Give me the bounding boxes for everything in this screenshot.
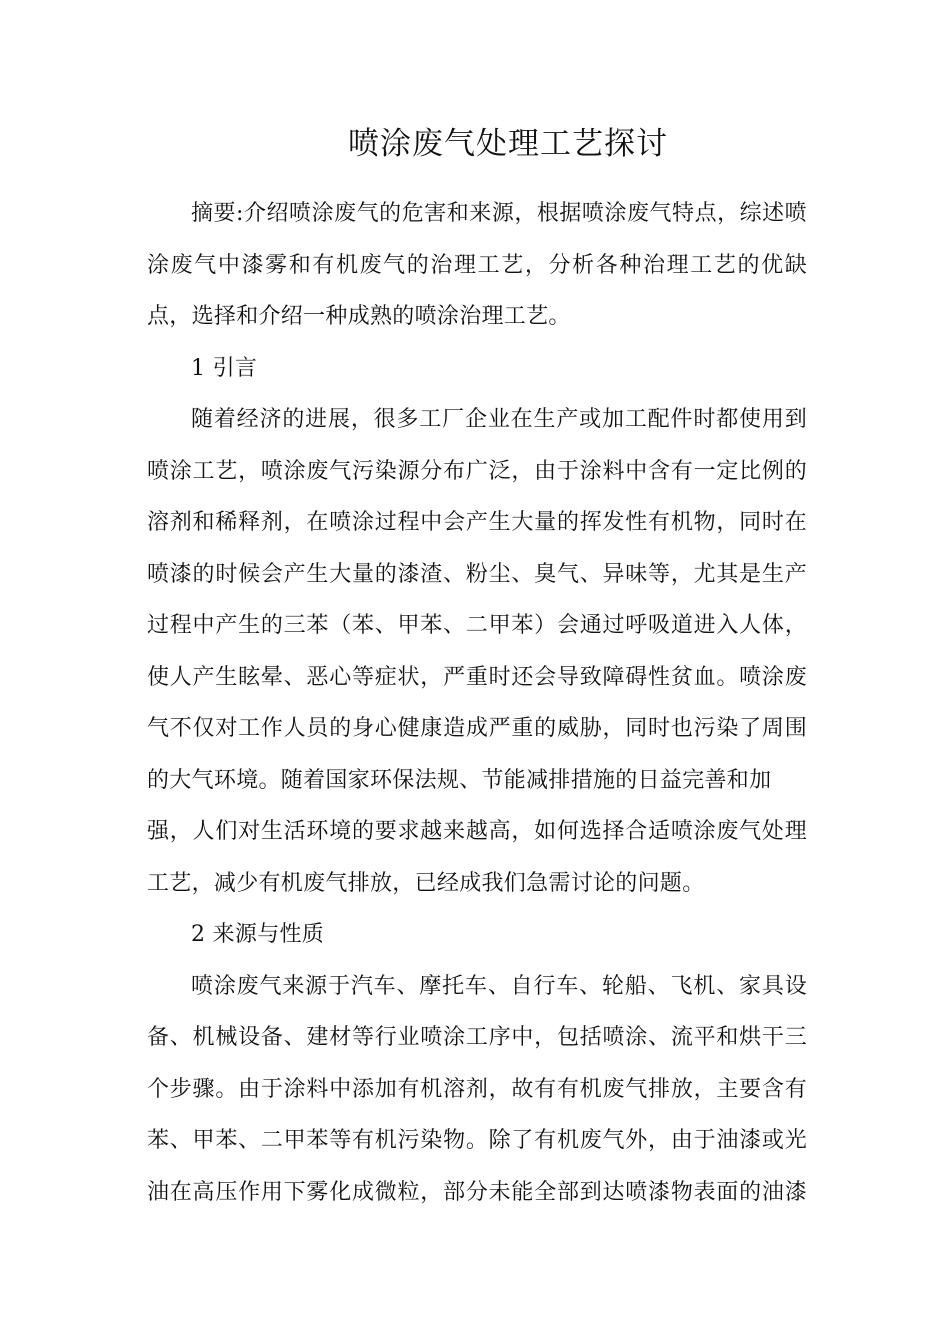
section-heading-2: 2 来源与性质 xyxy=(191,922,325,947)
paragraph-1-line-3: 溶剂和稀释剂，在喷涂过程中会产生大量的挥发性有机物，同时在 xyxy=(147,510,807,535)
paragraph-2-line-4: 苯、甲苯、二甲苯等有机污染物。除了有机废气外，由于油漆或光 xyxy=(147,1128,807,1153)
paragraph-1-line-2: 喷涂工艺，喷涂废气污染源分布广泛，由于涂料中含有一定比例的 xyxy=(147,459,807,484)
abstract-line-1: 摘要:介绍喷涂废气的危害和来源，根据喷涂废气特点，综述喷 xyxy=(191,201,807,226)
document-title: 喷涂废气处理工艺探讨 xyxy=(348,126,668,162)
abstract-line-2: 涂废气中漆雾和有机废气的治理工艺，分析各种治理工艺的优缺 xyxy=(147,253,807,278)
paragraph-1-line-8: 的大气环境。随着国家环保法规、节能减排措施的日益完善和加 xyxy=(147,768,772,793)
abstract-line-3: 点，选择和介绍一种成熟的喷涂治理工艺。 xyxy=(147,304,571,329)
paragraph-1-line-6: 使人产生眩晕、恶心等症状，严重时还会导致障碍性贫血。喷涂废 xyxy=(147,665,807,690)
paragraph-1-line-9: 强，人们对生活环境的要求越来越高，如何选择合适喷涂废气处理 xyxy=(147,819,807,844)
paragraph-1-line-5: 过程中产生的三苯（苯、甲苯、二甲苯）会通过呼吸道进入人体， xyxy=(147,613,807,638)
paragraph-1-line-1: 随着经济的进展，很多工厂企业在生产或加工配件时都使用到 xyxy=(191,407,807,432)
paragraph-2-line-2: 备、机械设备、建材等行业喷涂工序中，包括喷涂、流平和烘干三 xyxy=(147,1025,807,1050)
section-heading-1: 1 引言 xyxy=(191,356,258,381)
paragraph-2-line-1: 喷涂废气来源于汽车、摩托车、自行车、轮船、飞机、家具设 xyxy=(191,974,807,999)
paragraph-1-line-7: 气不仅对工作人员的身心健康造成严重的威胁，同时也污染了周围 xyxy=(147,716,807,741)
paragraph-1-line-10: 工艺，减少有机废气排放，已经成我们急需讨论的问题。 xyxy=(147,871,705,896)
paragraph-1-line-4: 喷漆的时候会产生大量的漆渣、粉尘、臭气、异味等，尤其是生产 xyxy=(147,562,807,587)
paragraph-2-line-5: 油在高压作用下雾化成微粒，部分未能全部到达喷漆物表面的油漆 xyxy=(147,1180,807,1205)
paragraph-2-line-3: 个步骤。由于涂料中添加有机溶剂，故有有机废气排放，主要含有 xyxy=(147,1077,807,1102)
